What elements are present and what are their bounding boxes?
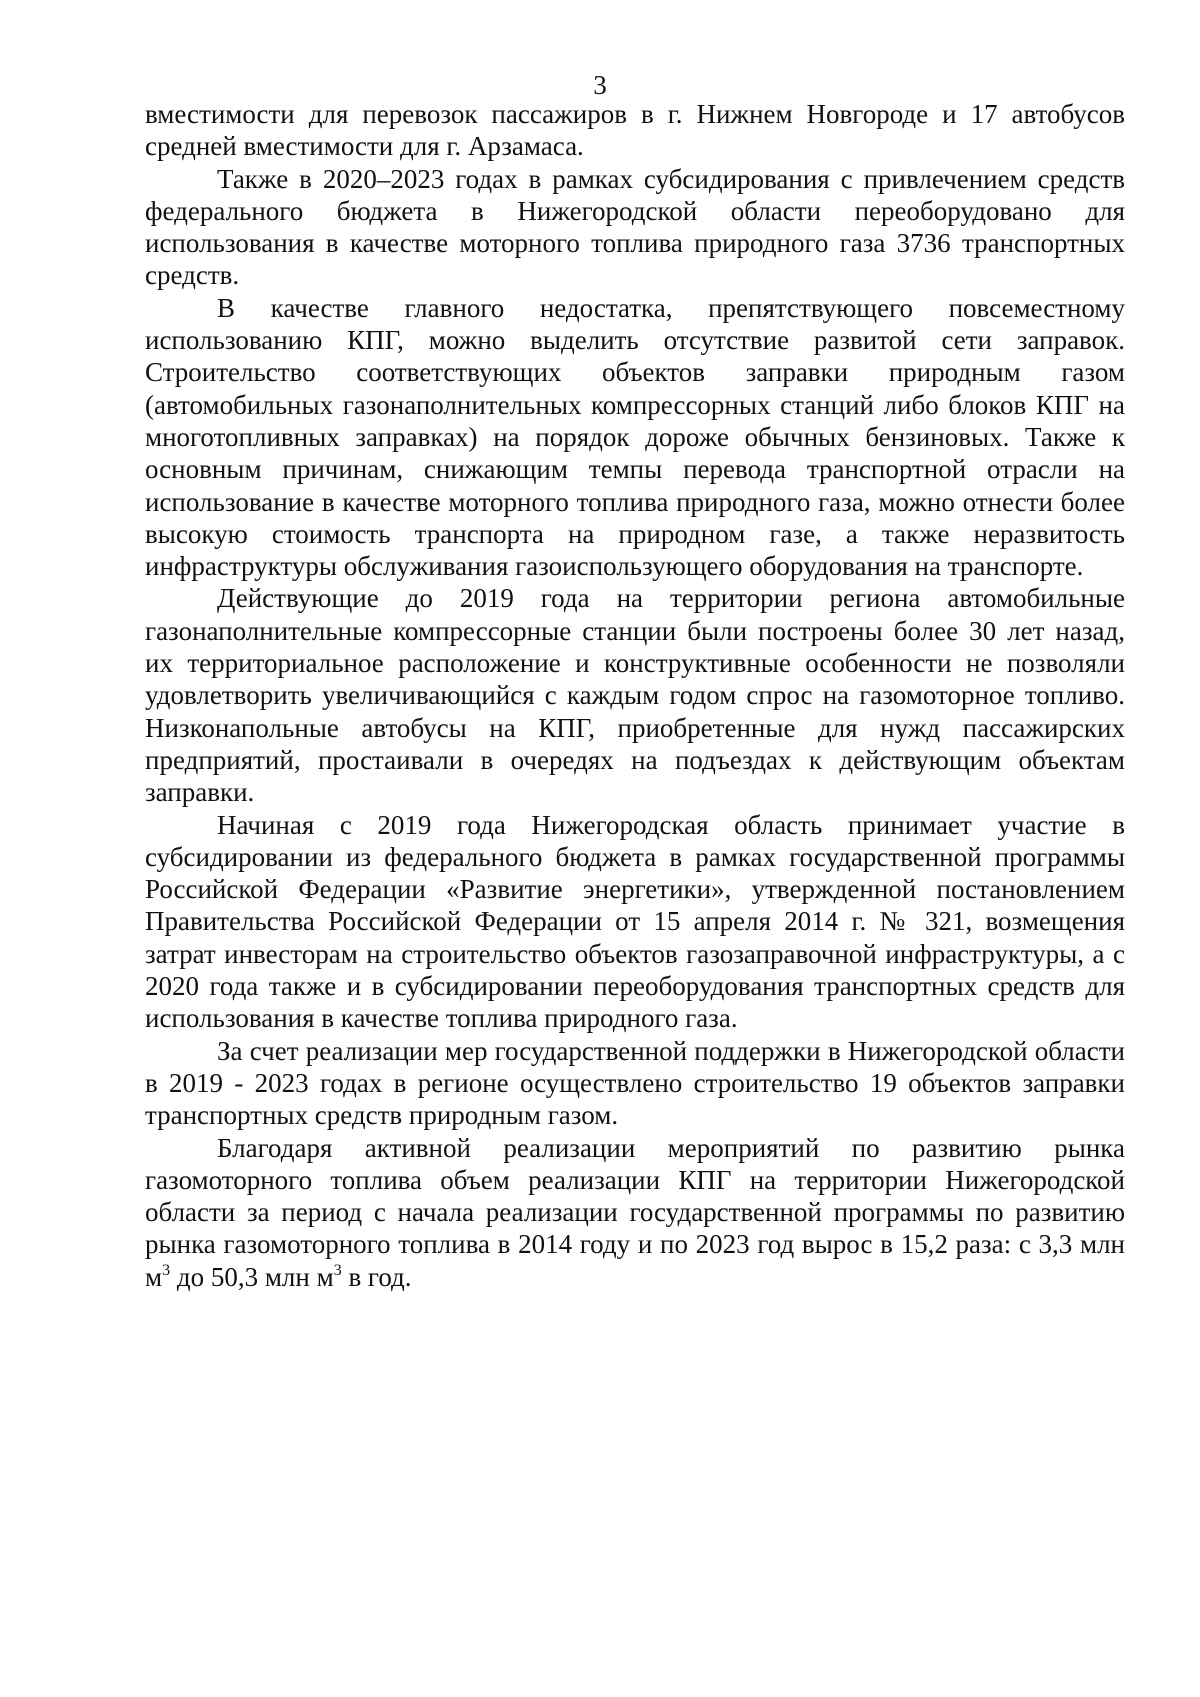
paragraph-old-stations: Действующие до 2019 года на территории региона автомобильные газонаполнительные компрессорные станции были построены более 30 лет назад, их территориальное расположение и конструктивные особенности не позволяли удовлетворить увеличивающийся с каждым годом спрос на газомоторное топливо. Низконапольные автобусы на КПГ, приобретенные для нужд пассажирских предприятий, простаивали в очередях на подъездах к действующим объектам заправки. bbox=[145, 583, 1125, 808]
document-body bbox=[145, 98, 1125, 1293]
paragraph-sales-growth bbox=[145, 1132, 1125, 1293]
paragraph-vehicle-conversion: Также в 2020–2023 годах в рамках субсидирования с привлечением средств федерального бюджета в Нижегородской области переоборудовано для использования в качестве моторного топлива природного газа 3736 транспортных средств. bbox=[145, 163, 1125, 291]
sales-growth-text-middle: до 50,3 млн м bbox=[170, 1261, 334, 1292]
paragraph-construction-results: За счет реализации мер государственной поддержки в Нижегородской области в 2019 - 2023 годах в регионе осуществлено строительство 19 объектов заправки транспортных средств природным газом. bbox=[145, 1035, 1125, 1131]
paragraph-station-network-problem: В качестве главного недостатка, препятствующего повсеместному использованию КПГ, можно выделить отсутствие развитой сети заправок. Строительство соответствующих объектов заправки природным газом (автомобильных газонаполнительных компрессорных станций либо блоков КПГ на многотопливных заправках) на порядок дороже обычных бензиновых. Также к основным причинам, снижающим темпы перевода транспортной отрасли на использование в качестве моторного топлива природного газа, можно отнести более высокую стоимость транспорта на природном газе, а также неразвитость инфраструктуры обслуживания газоиспользующего оборудования на транспорте. bbox=[145, 292, 1125, 582]
cubic-unit-superscript: 3 bbox=[162, 1261, 171, 1279]
sales-growth-text-start: Благодаря активной реализации мероприятий по развитию рынка газомоторного топлива объем реализации КПГ на территории Нижегородской области за период с начала реализации государственной программы по развитию рынка газомоторного топлива в 2014 году и по 2023 год вырос в 15,2 раза: с 3,3 млн м bbox=[145, 1132, 1125, 1292]
page-number: 3 bbox=[593, 70, 607, 100]
cubic-unit-superscript: 3 bbox=[333, 1261, 342, 1279]
paragraph-subsidy-program: Начиная с 2019 года Нижегородская область принимает участие в субсидировании из федерального бюджета в рамках государственной программы Российской Федерации «Развитие энергетики», утвержденной постановлением Правительства Российской Федерации от 15 апреля 2014 г. № 321, возмещения затрат инвесторам на строительство объектов газозаправочной инфраструктуры, а с 2020 года также и в субсидировании переоборудования транспортных средств для использования в качестве топлива природного газа. bbox=[145, 809, 1125, 1034]
paragraph-continuation: вместимости для перевозок пассажиров в г. Нижнем Новгороде и 17 автобусов средней вместимости для г. Арзамаса. bbox=[145, 99, 1125, 162]
sales-growth-text-end: в год. bbox=[341, 1261, 412, 1292]
